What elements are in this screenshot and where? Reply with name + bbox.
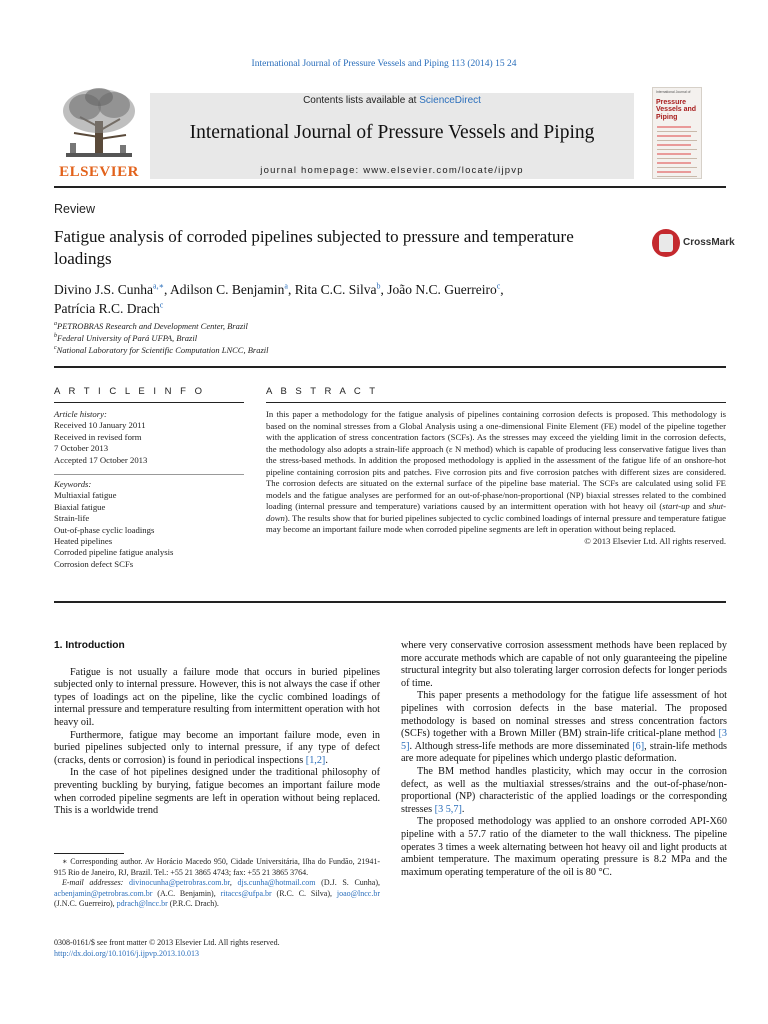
author-affil-link[interactable]: c [159,300,164,310]
abstract-text [266,409,726,547]
abstract-italic: shut-down [266,501,727,523]
author-affil-link[interactable]: a [284,281,288,291]
keywords [54,479,244,570]
history-item: Received 10 January 2011 [54,420,146,431]
affil-marker: b [54,333,57,340]
abstract-part: ). The results show that for buried pipelines subjected to cyclic combined loadings of internal pressure and temperature fatigue may become an important failure mode when corroded pipeline segments are left in operation without being replaced. [266,512,726,534]
email-owner: (A.C. Benjamin), [152,888,221,898]
paragraph-text: Furthermore, fatigue may become an important failure mode, even in buried pipelines subjected only to internal pressure, if any type of defect (cracks, dents or corrosion) is found in periodical inspections [54,729,380,766]
author-affil-link[interactable]: c [496,281,501,291]
history-item: Accepted 17 October 2013 [54,454,148,465]
email-link[interactable]: pdrach@lncc.br [116,899,168,908]
author-sep: , [287,282,295,297]
reference-link[interactable]: [1,2] [305,754,326,766]
email-owner: (D.J. S. Cunha), [315,878,381,887]
article-type: Review [54,202,95,216]
history-label: Article history: [54,409,107,419]
abstract-copyright: © 2013 Elsevier Ltd. All rights reserved. [584,535,726,546]
article-history [54,409,244,466]
crossmark-icon [652,229,680,257]
paragraph-text: This paper presents a methodology for the fatigue life assessment of hot pipelines with corrosion defects in the base material. The proposed methodology is based on nominal stresses and stress concentration factors (SCFs) together with a Brown Miller (BM) strain-life critical-plane method [401,690,727,740]
issn-doi-block [54,937,384,959]
affiliation [54,332,268,344]
email-note: E-mail addresses: divinocunha@petrobras.com.br, djs.cunha@hotmail.com (D.J. S. Cunha), acbenjamin@petrobras.com.br (A.C. Benjamin), ritaccs@ufpa.br (R.C. C. Silva), joao@lncc.br (J.N.C. Guerreiro), pdrach@lncc.br (P.R.C. Drach). [54,878,381,908]
sciencedirect-link[interactable]: ScienceDirect [419,95,481,106]
keyword: Heated pipelines [54,536,113,547]
abstract-part: In this paper a methodology for the fatigue analysis of pipelines containing corrosion defects is proposed. This methodology is based on the nominal stresses from a Global Analysis using a one-dimensional Finite Element (FE) model of the pipeline together with the application of stress concentration factors (SCFs). As the stresses may exceed the yielding limit in the corrosion defects, the methodology also adopts a strain-life approach (ε N method) which is capable of producing less conservative fatigue lives than the stress-based methods. In addition the proposed methodology is applied in the assessment of the fatigue life of an onshore-hot pipeline containing corrosion pits and patches. Five corrosion pits and five corrosion patches with different sizes are considered. The corrosion defects are situated on the external surface of the pipeline base material. The SCFs are calculated using solid FE models and the fatigue analyses are performed for an out-of-phase/non-proportional (NP) biaxial stresses related to the combined loading (internal pressure and temperature) variations caused by an intermittent operation with hot heavy oil ( [266,409,726,511]
journal-homepage [150,165,634,176]
reference-link[interactable]: [3 5] [401,728,727,752]
keywords-rule [54,474,244,475]
affil-marker: c [54,345,57,352]
affiliations [54,320,268,356]
paragraph [401,766,727,816]
author-name: João N.C. Guerreiro [387,282,497,297]
paragraph-text: The BM method handles plasticity, which may occur in the corrosion defect, as well as the multiaxial stresses/strains and the out-of-phase/non-proportional (NP) characteristic of the applied loadings or the corresponding stresses [401,765,727,815]
journal-masthead [54,87,714,184]
email-owner: (P.R.C. Drach). [167,899,219,908]
author-name: Divino J.S. Cunha [54,282,154,297]
header-divider [54,366,726,368]
abstract-divider [54,601,726,603]
abstract-part: and [689,501,709,511]
paragraph: where very conservative corrosion assessment methods have been replaced by more accurate methods which are capable of not only guaranteeing the pipeline structural integrity but also tolerating larger corrosion defects for longer periods of time. [401,640,727,689]
keyword: Corrosion defect SCFs [54,558,134,569]
body-right-column [401,640,727,879]
paragraph [401,690,727,766]
email-link[interactable]: ritaccs@ufpa.br [220,888,272,898]
email-owner: (J.N.C. Guerreiro), [54,899,117,908]
article-info-heading: A R T I C L E I N F O [54,386,205,397]
journal-citation[interactable]: International Journal of Pressure Vessels and Piping 113 (2014) 15 24 [251,59,517,69]
author-name: Adilson C. Benjamin [170,282,285,297]
article-title: Fatigue analysis of corroded pipelines subjected to pressure and temperature loadings [54,227,574,268]
cover-subtitle: International Journal of [656,90,691,94]
email-link[interactable]: divinocunha@petrobras.com.br [129,878,230,887]
history-item: Received in revised form [54,431,142,442]
body-left-column [54,640,380,818]
author-sep: , [380,282,388,297]
reference-link[interactable]: [6] [632,740,645,752]
keyword: Corroded pipeline fatigue analysis [54,547,174,558]
paragraph-text: . Although stress-life methods are more disseminated [409,740,633,752]
author-affil-link[interactable]: a,∗ [153,281,165,291]
contents-prefix: Contents lists available at [303,95,420,106]
affil-text: National Laboratory for Scientific Computation LNCC, Brazil [56,345,269,355]
email-link[interactable]: acbenjamin@petrobras.com.br [54,888,153,898]
affil-marker: a [54,321,57,328]
email-link[interactable]: joao@lncc.br [336,888,381,898]
journal-banner [150,93,634,179]
reference-link[interactable]: [3 5,7] [434,803,462,815]
author-name: Patrícia R.C. Drach [54,301,160,316]
paragraph [54,730,380,768]
keyword: Out-of-phase cyclic loadings [54,524,155,535]
issn-line: 0308-0161/$ see front matter © 2013 Elsevier Ltd. All rights reserved. [54,938,280,947]
affiliation [54,344,268,356]
author-list [54,280,654,318]
keyword: Multiaxial fatigue [54,490,117,501]
cover-title: Pressure Vessels and Piping [656,99,697,121]
paragraph: In the case of hot pipelines designed under the traditional philosophy of preventing buckling by burying, fatigue becomes an important failure mode when corroded pipeline segments are left in operation without being replaced. This is a worldwide trend [54,767,380,817]
affil-text: PETROBRAS Research and Development Center, Brazil [57,321,248,331]
crossmark-button[interactable] [652,229,735,259]
abstract-italic: start-up [662,501,690,511]
author-name: Rita C.C. Silva [294,282,377,297]
author-affil-link[interactable]: b [376,281,381,291]
doi-link[interactable]: http://dx.doi.org/10.1016/j.ijpvp.2013.10.013 [54,949,199,958]
author-sep: , [500,282,504,297]
email-label: E-mail addresses: [62,878,124,887]
affil-text: Federal University of Pará UFPA, Brazil [57,333,198,343]
masthead-divider [54,186,726,188]
contents-line [150,95,634,106]
paragraph: Fatigue is not usually a failure mode that occurs in buried pipelines subjected only to internal pressure. However, this is not always the case if other types of loadings act on the pipeline, like the cyclic combined loadings of internal pressure and temperature resulting from intermittent operation with hot heavy oil. [54,666,380,728]
homepage-link[interactable]: www.elsevier.com/locate/ijpvp [363,165,524,176]
paragraph-text: . [325,754,328,766]
homepage-prefix: journal homepage: [260,165,364,176]
elsevier-tree-icon [60,87,138,161]
cover-contents-lines [657,126,697,180]
keywords-label: Keywords: [54,479,92,489]
corresponding-author-note: ∗ Corresponding author. Av Horácio Macedo 950, Cidade Universitária, Ilha do Fundão, 21941-915 Rio de Janeiro, RJ, Brazil. Tel.: +55 21 3865 4743; fax: +55 21 3865 3764. [54,857,380,877]
author-sep: , [164,282,171,297]
footnotes [54,857,380,910]
keyword: Strain-life [54,513,90,524]
abstract-rule [266,402,726,403]
footnote-rule [54,853,124,854]
paragraph-text: , strain-life methods are more adequate for pipelines which undergo plastic deformation. [401,740,727,765]
history-item: 7 October 2013 [54,443,109,454]
keyword: Biaxial fatigue [54,501,106,512]
section-title: 1. Introduction [54,640,125,651]
paragraph-text: . [461,803,465,815]
elsevier-wordmark: ELSEVIER [59,164,139,180]
email-owner: (R.C. C. Silva), [271,888,337,898]
journal-title: International Journal of Pressure Vessels and Piping [189,122,595,143]
abstract-heading: A B S T R A C T [266,386,379,397]
affiliation [54,320,268,332]
journal-cover-thumbnail[interactable] [652,87,702,179]
elsevier-logo[interactable] [54,87,144,181]
crossmark-label: CrossMark [683,237,735,248]
paragraph: The proposed methodology was applied to an onshore corroded API-X60 pipeline with a 57.7 ratio of the diameter to the wall thickness. The pipeline operates 3 times a week alternating between hot heavy oil and light products at ambient temperature. The maximum operating pressure is 8.2 MPa and the maximum operating temperature of the oil is 80 °C. [401,816,727,878]
article-info-rule [54,402,244,403]
email-link[interactable]: djs.cunha@hotmail.com [237,878,316,887]
